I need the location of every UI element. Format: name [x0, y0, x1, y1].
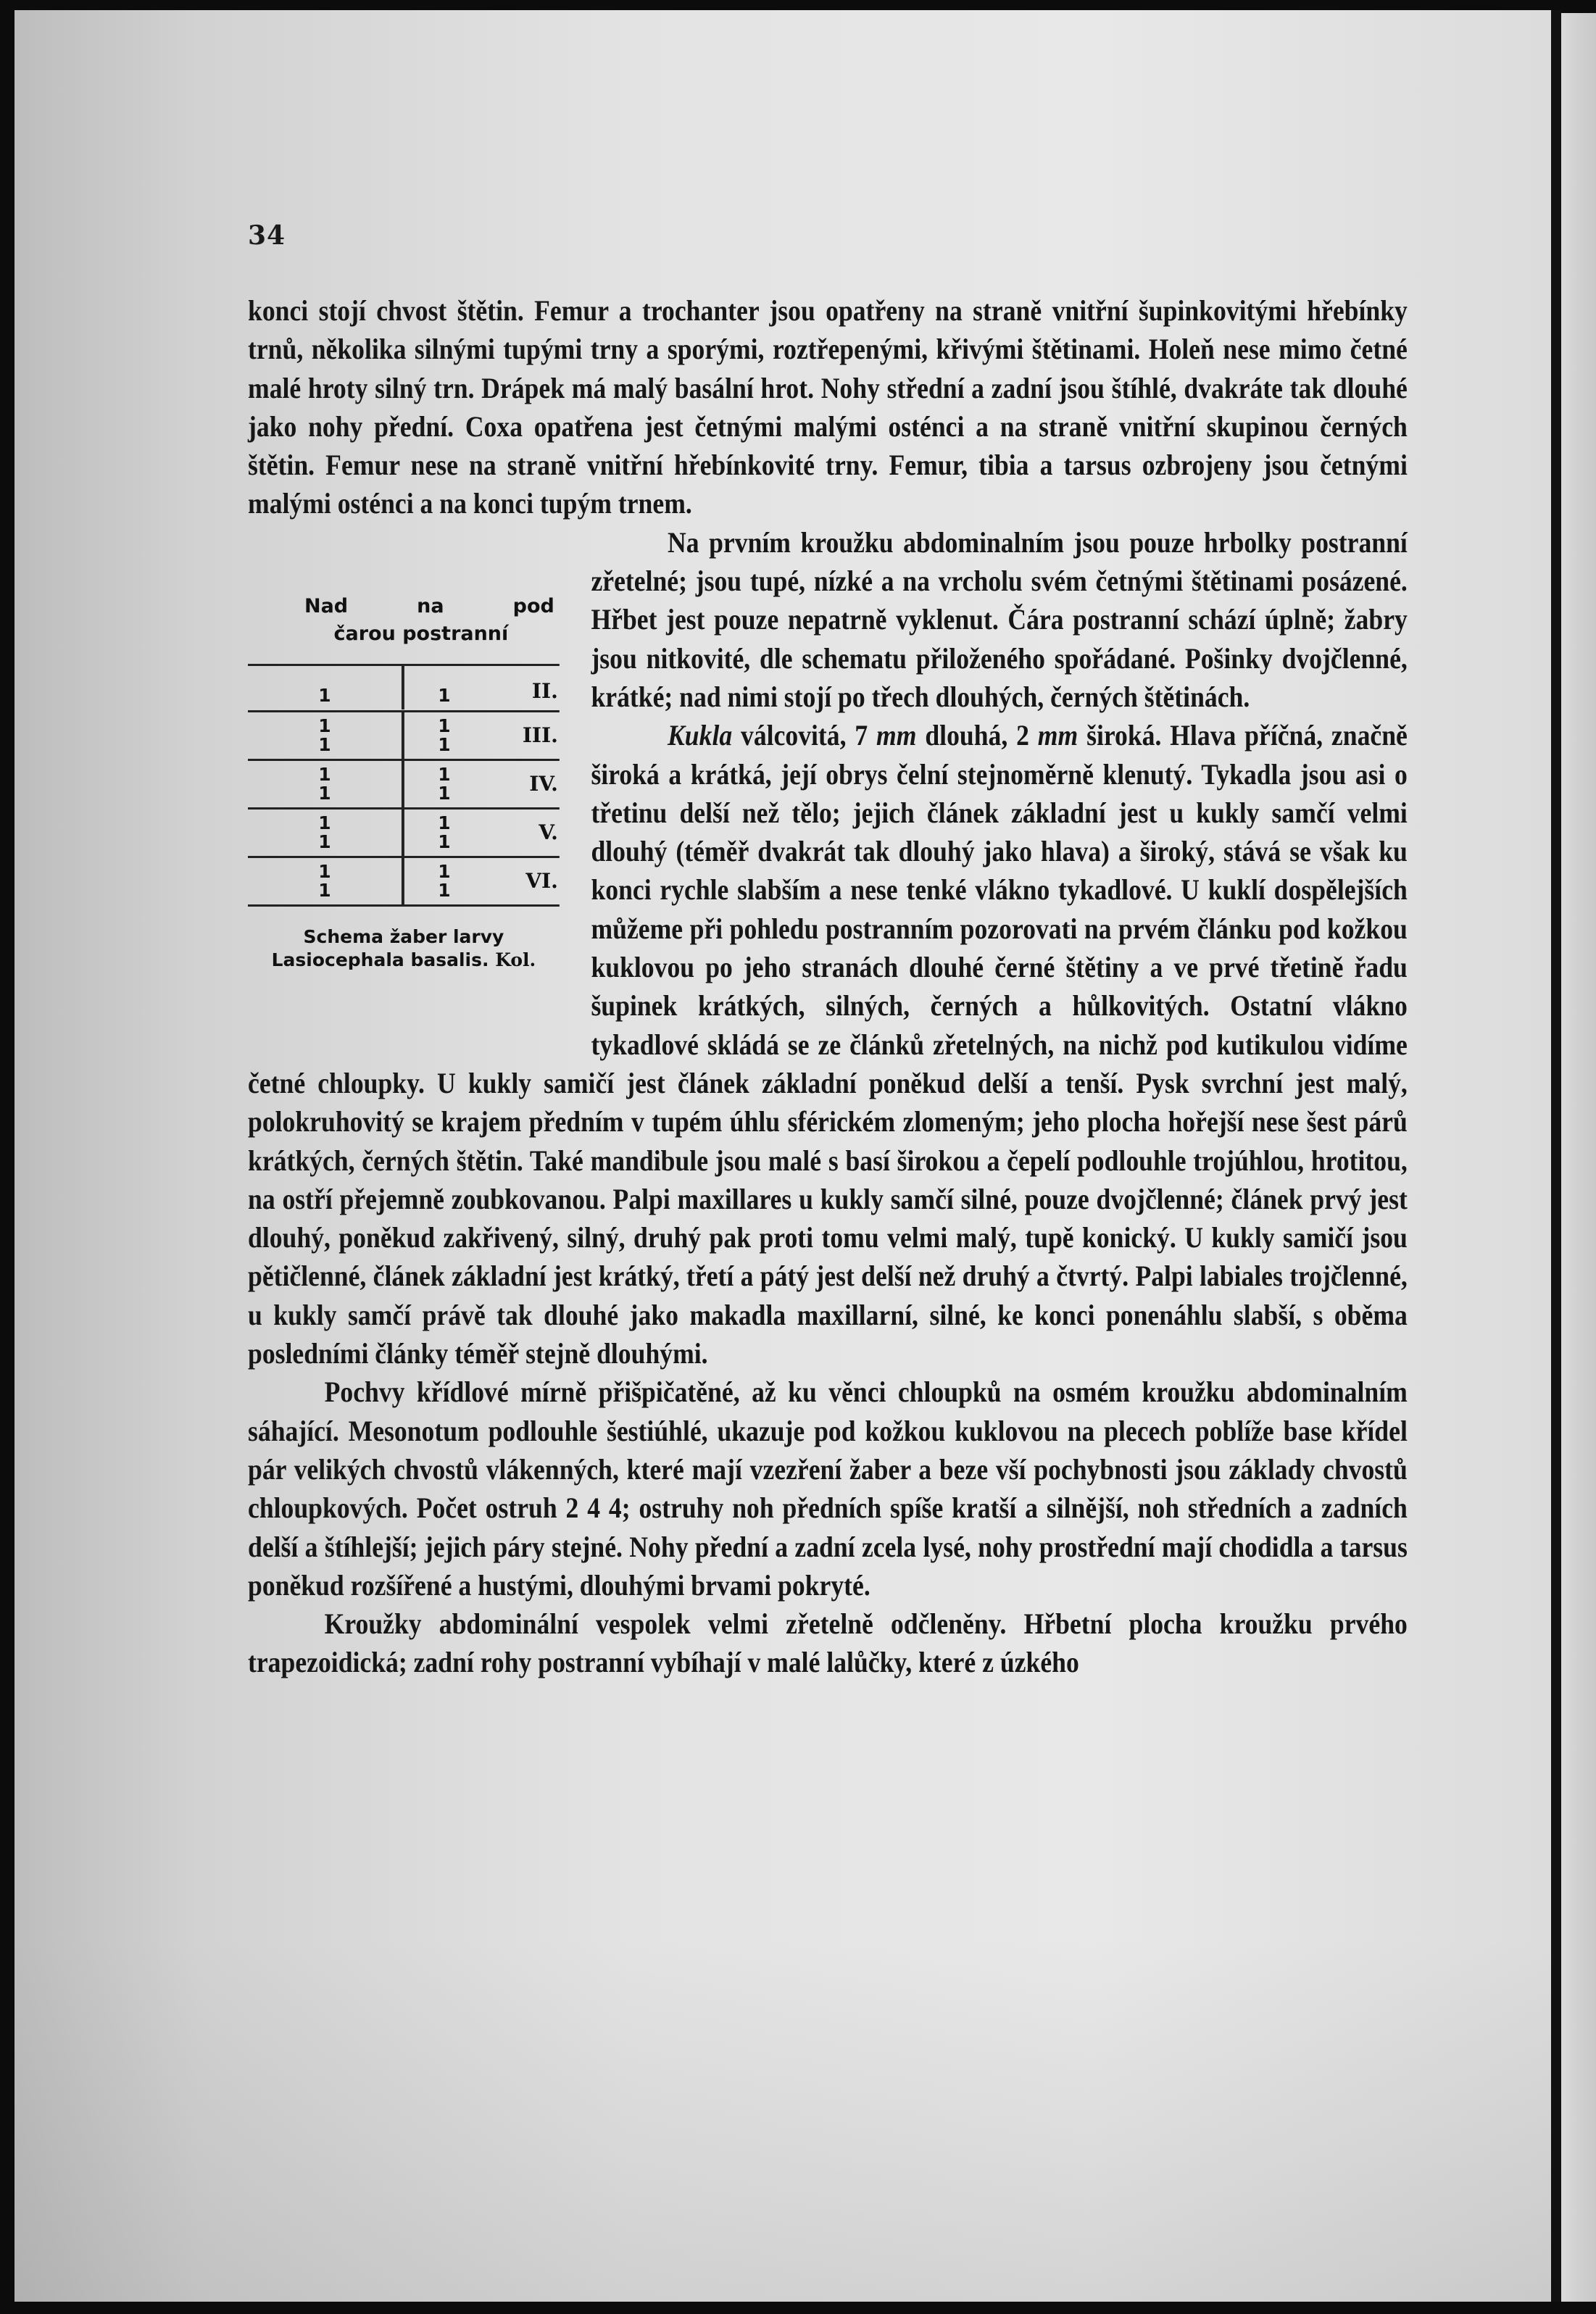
count-above: 1 [248, 666, 404, 709]
count-above: 1 1 [248, 858, 404, 904]
figure-caption [248, 925, 560, 972]
header-above: Nad [304, 594, 349, 617]
table-row [248, 810, 560, 858]
gill-schema-figure [248, 593, 594, 1057]
header-on: na [417, 594, 444, 617]
count-below: 1 1 [438, 715, 451, 756]
figure-header [248, 593, 594, 648]
adjacent-page-edge [1561, 13, 1596, 2302]
page-number: 34 [248, 220, 286, 251]
paragraph-abdominal-rings-text: Kroužky abdominální vespolek velmi zřetelně odčleněny. Hřbetní plocha kroužku prvého trapezoidická; zadní rohy postranní vybíhají v malé lalůčky, které z úzkého [248, 1607, 1408, 1679]
header-below: pod [512, 594, 554, 617]
paragraph-wing-sheaths-text: Pochvy křídlové mírně přišpičatěné, až ku věnci chloupků na osmém kroužku abdominalním sáhající. Mesonotum podlouhle šestiúhlé, ukazuje pod kožkou kuklovou na plecech poblíže base křídel pár velikých chvostů vlákenných, které mají vzezření žaber a beze vší pochybnosti jsou základy chvostů chloupkových. Počet ostruh 2 4 4; ostruhy noh předních spíše kratší a silnější, noh středních a zadních delší a štíhlejší; jejich páry stejné. Nohy přední a zadní zcela lysé, nohy prostřední mají chodidla a tarsus poněkud rozšířené a hustými, dlouhými brvami pokryté. [248, 1376, 1408, 1602]
table-row [248, 712, 560, 761]
paragraph-legs-text: konci stojí chvost štětin. Femur a trochanter jsou opatřeny na straně vnitřní šupinkovitými hřebínky trnů, několika silnými tupými trny a sporými, roztřepenými, křivými štětinami. Holeň nese mimo četné malé hroty silný trn. Drápek má malý basální hrot. Nohy střední a zadní jsou štíhlé, dvakráte tak dlouhé jako nohy přední. Coxa opatřena jest četnými malými osténci a na straně vnitřní skupinou černých štětin. Femur nese na straně vnitřní hřebínkovité trny. Femur, tibia a tarsus ozbrojeny jsou četnými malými osténci a na konci tupým trnem. [248, 294, 1408, 520]
count-below: 1 [438, 685, 451, 707]
table-row [248, 666, 560, 712]
gill-schema-table [248, 664, 560, 907]
body-text [248, 291, 1408, 1682]
count-below: 1 1 [438, 764, 451, 804]
paragraph-legs [248, 291, 1408, 523]
caption-author: Kol. [495, 949, 536, 971]
segment-label: II. [531, 678, 558, 703]
header-lateral-line: čarou postranní [333, 622, 509, 645]
table-row [248, 761, 560, 810]
page-gutter-divider [1551, 10, 1561, 2302]
scanned-page [14, 10, 1551, 2302]
paragraph-wing-sheaths [248, 1373, 1408, 1605]
count-below: 1 1 [438, 812, 451, 853]
count-above: 1 1 [248, 761, 404, 807]
paragraph-abdominal-rings [248, 1605, 1408, 1682]
unit-mm: mm [1037, 719, 1078, 752]
count-above: 1 1 [248, 712, 404, 759]
segment-label: III. [522, 723, 558, 748]
count-below: 1 1 [438, 861, 451, 902]
unit-mm: mm [876, 719, 917, 752]
paragraph-abdomen-text: Na prvním kroužku abdominalním jsou pouze hrbolky postranní zřetelné; jsou tupé, nízké a na vrcholu svém četnými štětinami posázené. Hřbet jest pouze nepatrně vyklenut. Čára postranní schází úplně; žabry jsou nitkovité, dle schematu přiloženého spořádané. Pošinky dvojčlenné, krátké; nad nimi stojí po třech dlouhých, černých štětinách. [591, 525, 1408, 713]
term-kukla: Kukla [668, 719, 733, 752]
table-row [248, 858, 560, 907]
count-above: 1 1 [248, 810, 404, 856]
caption-text: Schema žaber larvy Lasiocephala basalis. [271, 926, 504, 971]
segment-label: V. [539, 820, 558, 845]
paragraph-pupa: Kukla válcovitá, 7 mm dlouhá, 2 mm široká. Hlava příčná, značně široká a krátká, její obrys čelní stejnoměrně klenutý. Tykadla jsou asi o třetinu delší než tělo; jejich článek základní jest u kukly samčí velmi dlouhý (téměř dvakrát tak dlouhý jako hlava) a široký, stává se však ku konci rychle slabším a nese tenké vlákno tykadlové. U kuklí dospělejších můžeme při pohledu postranním pozorovati na prvém článku pod kožkou kuklovou po jeho stranách dlouhé černé štětiny a ve prvé třetině řadu šupinek krátkých, silných, černých a hůlkovitých. Ostatní vlákno tykadlové skládá se ze článků zřetelných, na nichž pod kutikulou vidíme četné chloupky. U kukly samičí jest článek základní poněkud delší a tenší. Pysk svrchní jest malý, polokruhovitý se krajem předním v tupém úhlu sférickém zlomeným; jeho plocha hořejší nese šest párů krátkých, černých štětin. Také mandibule jsou malé s basí širokou a čepelí podlouhle trojúhlou, hrotitou, na ostří přejemně zoubkovanou. Palpi maxillares u kukly samčí silné, pouze dvojčlenné; článek prvý jest dlouhý, poněkud zakřivený, silný, druhý pak proti tomu velmi malý, tupě konický. U kukly samičí jsou pětičlenné, článek základní jest krátký, třetí a pátý jest delší než druhý a čtvrtý. Palpi labiales trojčlenné, u kukly samčí právě tak dlouhé jako makadla maxillarní, silné, ke konci ponenáhlu slabší, s oběma posledními články téměř stejně dlouhými. [248, 719, 1408, 1370]
segment-label: VI. [525, 869, 558, 894]
segment-label: IV. [529, 772, 558, 796]
